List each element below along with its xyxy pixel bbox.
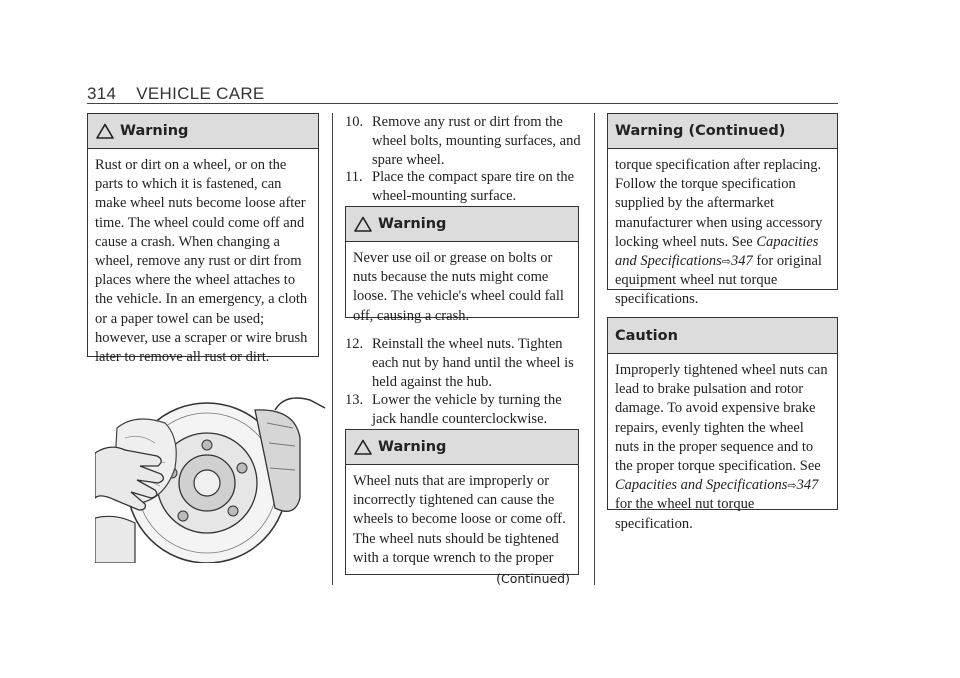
step-number: 12.: [345, 336, 364, 352]
warning-triangle-icon: [96, 123, 114, 139]
column-divider-2: [594, 113, 595, 585]
page-number: 314: [87, 84, 117, 103]
column-divider-1: [332, 113, 333, 585]
warning-body: Rust or dirt on a wheel, or on the parts to which it is fastened, can make wheel nuts become loose after time. The wheel could come off and cause a crash. When changing a wheel, remove any rust or dirt from places where the wheel attaches to the vehicle. In an emergency, a cloth or a paper towel can be used; however, use a scraper or wire brush later to remove all rust or dirt.: [95, 157, 308, 366]
warning-title: Warning: [120, 123, 189, 139]
step-number: 11.: [345, 169, 363, 185]
warning-body: [608, 149, 837, 318]
warning-body: Wheel nuts that are improperly or incorrectly tightened can cause the wheels to become loose or come off. The wheel nuts should be tightened with a torque wrench to the proper: [353, 473, 566, 566]
warning-title: Warning (Continued): [615, 123, 786, 139]
step-10: [345, 113, 585, 171]
capacities-link[interactable]: Capacities and Specifications: [615, 233, 819, 270]
step-12: [345, 335, 585, 393]
capacities-link[interactable]: Capacities and Specifications: [615, 477, 788, 494]
page-header: [87, 84, 265, 104]
warning-header: [346, 430, 578, 465]
page-ref-arrow-icon: ⇨: [787, 479, 797, 493]
body-text: for the wheel nut torque specification.: [615, 496, 755, 532]
caution-box: [607, 317, 838, 532]
caution-title: Caution: [615, 327, 678, 344]
step-number: 10.: [345, 114, 364, 130]
caution-body: [608, 354, 837, 542]
step-text: Place the compact spare tire on the wheel-mounting surface.: [372, 169, 575, 205]
step-text: Reinstall the wheel nuts. Tighten each nut by hand until the wheel is held against the hub.: [372, 336, 574, 391]
warning-title: Warning: [378, 216, 447, 232]
warning-title: Warning: [378, 439, 447, 455]
warning-box-oil: [345, 206, 579, 324]
body-text: Improperly tightened wheel nuts can lead to brake pulsation and rotor damage. To avoid expensive brake repairs, evenly tighten the wheel nuts in the proper sequence and to the proper torque specification. See: [615, 362, 828, 475]
step-11: [345, 168, 585, 206]
warning-box-torque: [345, 429, 579, 587]
step-text: Remove any rust or dirt from the wheel bolts, mounting surfaces, and spare wheel.: [372, 114, 581, 169]
continued-label: (Continued): [496, 571, 570, 587]
step-13: [345, 391, 585, 429]
warning-body: Never use oil or grease on bolts or nuts because the nuts might come loose. The vehicle's wheel could fall off, causing a crash.: [353, 250, 564, 324]
warning-triangle-icon: [354, 439, 372, 455]
section-title: VEHICLE CARE: [136, 84, 265, 103]
page-ref[interactable]: 347: [796, 477, 819, 494]
body-text: torque specification after replacing. Follow the torque specification supplied by the aftermarket manufacturer when using accessory locking wheel nuts. See: [615, 157, 823, 250]
step-text: Lower the vehicle by turning the jack handle counterclockwise.: [372, 392, 562, 428]
caution-header: [608, 318, 837, 354]
body-text: for original equipment wheel nut torque specifications.: [615, 253, 822, 308]
warning-header: [88, 114, 318, 149]
warning-header: [608, 114, 837, 149]
header-rule: [87, 103, 838, 104]
warning-box-continued: [607, 113, 838, 308]
warning-triangle-icon: [354, 216, 372, 232]
wheel-hub-cleaning-illustration: [95, 388, 327, 563]
warning-header: [346, 207, 578, 242]
page-ref[interactable]: 347: [730, 253, 753, 270]
page-ref-arrow-icon: ⇨: [721, 255, 731, 269]
warning-box-rust: [87, 113, 319, 366]
step-number: 13.: [345, 392, 364, 408]
